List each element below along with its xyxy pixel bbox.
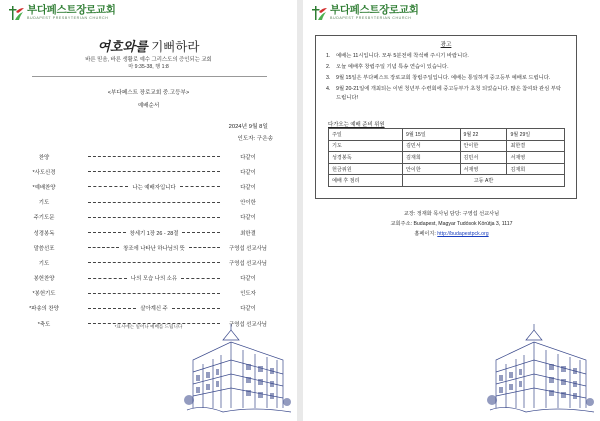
church-motto: 바른 믿음, 바른 생활로 예수 그리스도의 증인되는 교회 xyxy=(85,57,212,63)
order-item-name: *파송의 찬양 xyxy=(29,306,59,313)
table-cell: 고등 A반 xyxy=(403,175,565,187)
table-cell: 헌금위원 xyxy=(329,163,403,175)
table-cell: 김민서 xyxy=(403,140,461,152)
announcement-item xyxy=(326,85,566,102)
order-item-title: 살아계신 주 xyxy=(140,306,168,313)
order-item-person: 구영섭 선교사님 xyxy=(229,321,267,328)
order-row xyxy=(24,301,272,316)
order-row xyxy=(24,164,272,179)
announcement-number: 2. xyxy=(326,63,331,70)
order-item-name: 성경봉독 xyxy=(33,230,55,237)
announcement-text: 9월 20-21일에 개최되는 이번 청년부 수련회에 중고등부가 초청 되었습니다. 많은 참여와 관심 부탁드립니다! xyxy=(336,85,561,101)
table-cell: 안이한 xyxy=(460,140,507,152)
table-cell: 김재희 xyxy=(403,152,461,164)
order-item-person: 다같이 xyxy=(240,215,256,222)
title-rest: 기뻐하라 xyxy=(147,40,200,54)
table-row xyxy=(329,175,565,187)
order-item-detail xyxy=(64,217,224,218)
service-date: 2024년 9월 8일 xyxy=(228,124,268,130)
table-cell: 서재영 xyxy=(460,163,507,175)
order-item-person: 다같이 xyxy=(240,276,256,283)
order-item-title: 창조에 나타난 하나님의 뜻 xyxy=(123,245,185,252)
homepage-link[interactable]: http://budapestpck.org xyxy=(437,231,489,237)
announcement-number: 1. xyxy=(326,53,331,59)
order-item-title: 나의 모습 나의 소유 xyxy=(130,276,178,283)
order-item-name: *봉헌기도 xyxy=(32,291,56,298)
church-name: 부다페스트장로교회 xyxy=(330,4,419,17)
church-name-english: BUDAPEST PRESBYTERIAN CHURCH xyxy=(330,15,412,20)
table-cell: 9월 29일 xyxy=(507,129,565,141)
table-cell: 성경봉독 xyxy=(329,152,403,164)
standing-note: *표시에는 일어나 예배를 드립니다 xyxy=(114,324,183,329)
order-item-title: 나는 예배자입니다 xyxy=(132,184,176,191)
table-cell: 기도 xyxy=(329,140,403,152)
order-row xyxy=(24,149,272,164)
church-name: 부다페스트장로교회 xyxy=(27,4,116,17)
announcement-title: 광고 xyxy=(440,42,452,48)
homepage-line xyxy=(303,230,600,237)
order-row xyxy=(24,179,272,194)
table-row xyxy=(329,152,565,164)
order-item-name: *축도 xyxy=(37,321,51,328)
order-item-detail xyxy=(64,202,224,203)
order-item-detail xyxy=(64,274,224,282)
table-cell: 주일 xyxy=(329,129,403,141)
order-item-name: *예배찬양 xyxy=(32,184,56,191)
order-item-name: 기도 xyxy=(38,200,50,207)
divider xyxy=(32,76,267,77)
announcement-item xyxy=(326,63,566,72)
order-item-person: 구영섭 선교사님 xyxy=(229,245,267,252)
table-row xyxy=(329,129,565,141)
announcement-number: 3. xyxy=(326,74,331,81)
order-row xyxy=(24,195,272,210)
table-cell: 김재희 xyxy=(507,163,565,175)
order-item-name: 찬양 xyxy=(38,154,50,161)
order-item-person: 다같이 xyxy=(240,169,256,176)
announcement-text: 9월 15일은 부다페스트 장로교회 창립주일입니다. 예배는 통일하게 중고등부 예배로 드립니다. xyxy=(336,74,551,81)
table-cell: 예배 후 점리 xyxy=(329,175,403,187)
announcement-item xyxy=(326,52,566,61)
order-item-person: 구영섭 선교사님 xyxy=(229,260,267,267)
table-cell: 9월 15일 xyxy=(403,129,461,141)
order-item-person: 다같이 xyxy=(240,184,256,191)
table-cell: 9월 22 xyxy=(460,129,507,141)
order-item-person: 인도자 xyxy=(240,291,256,298)
order-item-name: 말씀선포 xyxy=(33,245,55,252)
bulletin-left-page xyxy=(0,0,297,421)
order-item-name: 봉헌찬양 xyxy=(33,276,55,283)
church-address: 교회주소: Budapest, Magyar Tudósok Körútja 3, 1117 xyxy=(390,221,513,227)
announcement-item xyxy=(326,74,566,83)
order-row xyxy=(24,210,272,225)
order-row xyxy=(24,286,272,301)
worship-order-list xyxy=(24,149,272,331)
order-item-detail xyxy=(64,183,224,191)
order-item-detail xyxy=(64,171,224,172)
duty-roster-title: 다가오는 예배 준비 위원 xyxy=(328,122,385,128)
church-logo xyxy=(7,4,116,22)
order-row xyxy=(24,255,272,270)
motto-verse: 마 9:35-38, 행 1:8 xyxy=(128,64,169,70)
title-emphasis: 여호와를 xyxy=(97,40,148,55)
table-cell: 최한결 xyxy=(507,140,565,152)
order-item-person: 다같이 xyxy=(240,154,256,161)
order-item-detail xyxy=(64,304,224,312)
table-cell: 서재영 xyxy=(507,152,565,164)
order-item-name: 주기도문 xyxy=(33,215,55,222)
announcement-box xyxy=(315,35,577,199)
church-building-illustration xyxy=(183,320,295,417)
church-name-english: BUDAPEST PRESBYTERIAN CHURCH xyxy=(27,15,109,20)
announcement-list xyxy=(326,52,566,105)
order-item-name: 기도 xyxy=(38,260,50,267)
table-cell: 김민서 xyxy=(460,152,507,164)
worship-order-heading: 예배순서 xyxy=(137,103,160,109)
table-row xyxy=(329,140,565,152)
homepage-label: 홈페이지: xyxy=(414,231,438,237)
bulletin-right-page xyxy=(303,0,600,421)
announcement-text: 오늘 예배후 창립주일 기념 특송 연습이 있습니다. xyxy=(336,63,449,70)
table-row xyxy=(329,163,565,175)
department-label: <부다페스트 장로교회 중.고등부> xyxy=(107,90,190,96)
order-item-detail xyxy=(64,156,224,157)
duty-roster-table xyxy=(328,128,565,187)
order-item-detail xyxy=(64,293,224,294)
order-item-detail xyxy=(64,229,224,237)
order-item-name: *사도신경 xyxy=(32,169,56,176)
table-cell: 안이한 xyxy=(403,163,461,175)
contact-info: 교장: 정재화 목사님 담당: 구영섭 선교사님 xyxy=(403,211,500,217)
church-cross-logo-icon xyxy=(7,5,25,21)
order-item-detail xyxy=(64,244,224,252)
order-item-person: 안이한 xyxy=(240,200,256,207)
order-item-person: 다같이 xyxy=(240,306,256,313)
order-row xyxy=(24,240,272,255)
church-logo xyxy=(310,4,419,22)
announcement-number: 4. xyxy=(326,85,331,92)
order-row xyxy=(24,225,272,240)
order-item-detail xyxy=(64,262,224,263)
order-item-title: 창세기 1장 26 - 28절 xyxy=(129,230,179,237)
church-cross-logo-icon xyxy=(310,5,328,21)
order-item-person: 최한결 xyxy=(240,230,256,237)
page-title xyxy=(0,36,297,55)
church-building-illustration xyxy=(486,320,598,417)
order-row xyxy=(24,271,272,286)
announcement-text: 예배는 11시입니다. 모두 5분전에 착석해 주시기 바랍니다. xyxy=(336,53,469,59)
service-leader: 인도자: 구은송 xyxy=(237,136,273,142)
